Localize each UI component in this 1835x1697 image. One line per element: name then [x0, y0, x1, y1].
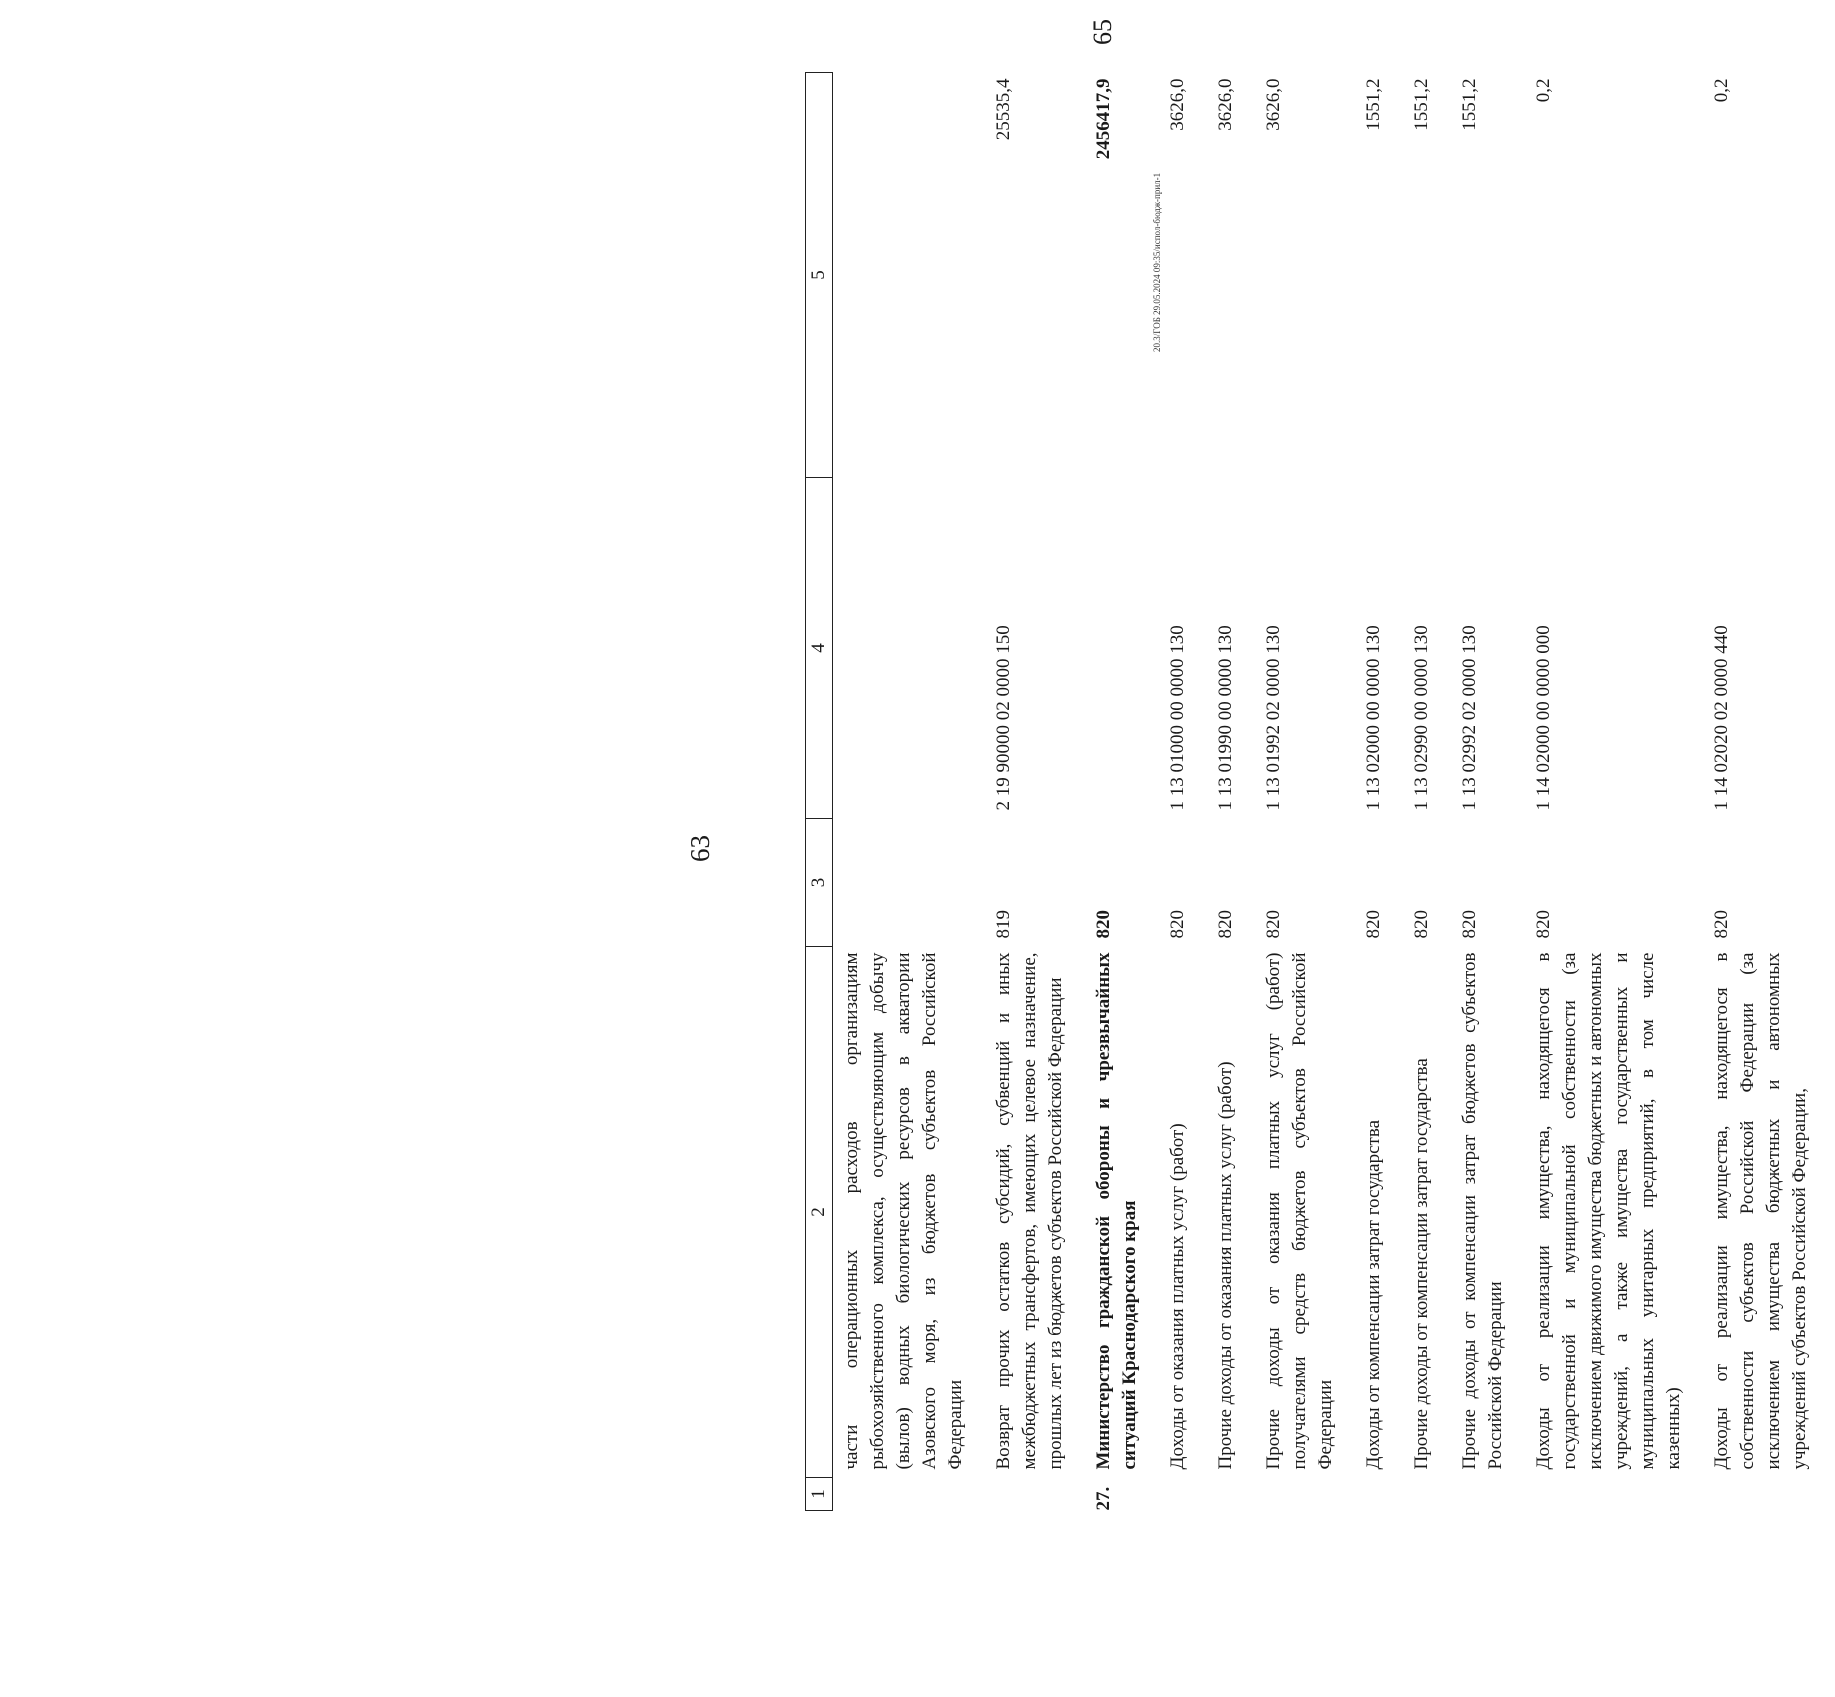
header-col-2: 2	[806, 947, 833, 1478]
row-number	[1361, 1478, 1409, 1511]
row-description: Прочие доходы от компенсации затрат государства	[1411, 1058, 1432, 1470]
row-description: Министерство гражданской обороны и чрезвычайных ситуаций Краснодарского края	[1093, 952, 1140, 1470]
row-admin-code: 820	[1459, 910, 1480, 939]
row-description: Доходы от реализации имущества, находящегося в государственной и муниципальной собственности (за исключением движимого имущества бюджетных и автономных учреждений, а также имущества государственных и муниципальных унитарных предприятий, в том числе казенных)	[1533, 952, 1684, 1470]
revenue-table	[805, 72, 1835, 1511]
row-description: Доходы от компенсации затрат государства	[1363, 1120, 1384, 1470]
row-amount	[833, 73, 992, 478]
header-col-4: 4	[806, 478, 833, 819]
row-number	[1457, 1478, 1531, 1511]
table-row	[1213, 73, 1261, 1511]
row-number: 27.	[1093, 1486, 1114, 1511]
row-number	[1165, 1478, 1213, 1511]
sheet-number: 65	[1088, 19, 1117, 45]
row-revenue-code: 1 14 02020 02 0000 440	[1711, 625, 1732, 811]
row-revenue-code: 2 19 90000 02 0000 150	[993, 625, 1014, 811]
row-admin-code	[833, 819, 992, 947]
table-row	[1361, 73, 1409, 1511]
row-number	[1213, 1478, 1261, 1511]
row-number	[1709, 1478, 1835, 1511]
row-amount: 25535,4	[993, 78, 1014, 141]
row-admin-code: 819	[993, 910, 1014, 939]
row-description: Доходы от реализации имущества, находящегося в собственности субъектов Российской Федерации (за исключением имущества бюджетных и автономных учреждений субъектов Российской Федерации,	[1711, 952, 1810, 1470]
row-revenue-code	[833, 478, 992, 819]
table-row	[1709, 73, 1835, 1511]
row-description: Прочие доходы от компенсации затрат бюджетов субъектов Российской Федерации	[1459, 952, 1506, 1470]
table-row	[1531, 73, 1709, 1511]
row-revenue-code: 1 13 02990 00 0000 130	[1411, 625, 1432, 811]
row-admin-code: 820	[1215, 910, 1236, 939]
row-number	[991, 1478, 1091, 1511]
row-amount: 1551,2	[1363, 78, 1384, 131]
row-amount: 3626,0	[1215, 78, 1236, 131]
row-admin-code: 820	[1093, 910, 1114, 939]
row-admin-code: 820	[1363, 910, 1384, 939]
header-col-3: 3	[806, 819, 833, 947]
row-revenue-code: 1 14 02000 00 0000 000	[1533, 625, 1554, 811]
table-row	[1165, 73, 1213, 1511]
row-amount: 1551,2	[1411, 78, 1432, 131]
table-row	[991, 73, 1091, 1511]
table-row	[833, 73, 992, 1511]
table-body	[833, 73, 1835, 1511]
row-description: части операционных расходов организациям рыбохозяйственного комплекса, осуществляющим добычу (вылов) водных биологических ресурсов в акватории Азовского моря, из бюджетов субъектов Российской Федерации	[841, 952, 966, 1470]
table-row	[1409, 73, 1457, 1511]
row-amount: 3626,0	[1167, 78, 1188, 131]
row-description: Возврат прочих остатков субсидий, субвенций и иных межбюджетных трансфертов, имеющих целевое назначение, прошлых лет из бюджетов субъектов Российской Федерации	[993, 952, 1066, 1470]
row-admin-code: 820	[1167, 910, 1188, 939]
page-number: 63	[685, 835, 715, 862]
row-revenue-code: 1 13 01992 02 0000 130	[1263, 625, 1284, 811]
row-number	[833, 1478, 992, 1511]
row-description: Прочие доходы от оказания платных услуг (работ)	[1215, 1061, 1236, 1470]
table-row	[1457, 73, 1531, 1511]
row-number	[1531, 1478, 1709, 1511]
row-number	[1261, 1478, 1361, 1511]
table-header	[806, 73, 833, 1511]
row-amount: 0,2	[1533, 78, 1554, 103]
row-revenue-code: 1 13 02992 02 0000 130	[1459, 625, 1480, 811]
row-amount: 2456417,9	[1093, 78, 1114, 160]
row-revenue-code: 1 13 01000 00 0000 130	[1167, 625, 1188, 811]
header-col-5: 5	[806, 73, 833, 478]
row-revenue-code	[1091, 478, 1165, 819]
row-amount: 3626,0	[1263, 78, 1284, 131]
row-amount: 1551,2	[1459, 78, 1480, 131]
row-revenue-code: 1 13 01990 00 0000 130	[1215, 625, 1236, 811]
row-revenue-code: 1 13 02000 00 0000 130	[1363, 625, 1384, 811]
row-admin-code: 820	[1533, 910, 1554, 939]
row-amount: 0,2	[1711, 78, 1732, 103]
footer-code: 20.3/ГОБ 29.05.2024 09:35/испол-бюдж-прил-1	[1152, 172, 1162, 352]
row-admin-code: 820	[1263, 910, 1284, 939]
header-col-1: 1	[806, 1478, 833, 1511]
row-description: Доходы от оказания платных услуг (работ)	[1167, 1123, 1188, 1470]
row-number	[1409, 1478, 1457, 1511]
row-admin-code: 820	[1711, 910, 1732, 939]
row-admin-code: 820	[1411, 910, 1432, 939]
table-row	[1261, 73, 1361, 1511]
row-description: Прочие доходы от оказания платных услуг (работ) получателями средств бюджетов субъектов Российской Федерации	[1263, 952, 1336, 1470]
